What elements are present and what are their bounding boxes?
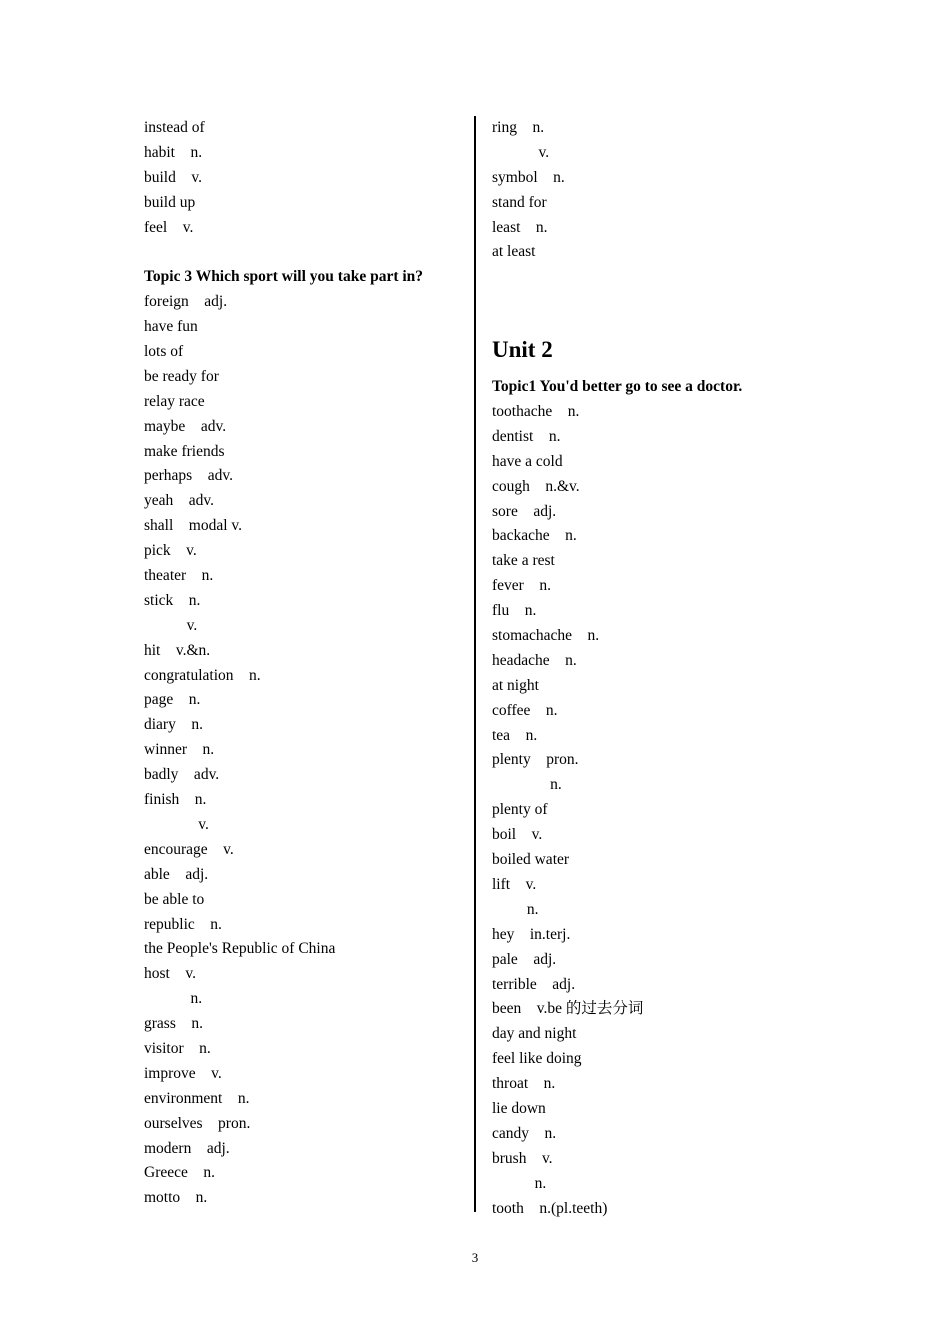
vocab-entry: winner n. <box>144 741 215 759</box>
vocab-entry: feel v. <box>144 218 194 236</box>
vocab-entry: page n. <box>144 691 201 709</box>
vocab-entry: brush v. <box>492 1149 553 1167</box>
vocab-entry: have a cold <box>492 452 563 470</box>
vocab-entry: sore adj. <box>492 502 557 520</box>
vocab-entry: visitor n. <box>144 1039 211 1057</box>
vocab-entry: foreign adj. <box>144 293 228 311</box>
vocab-entry: build up <box>144 193 196 211</box>
vocab-entry: candy n. <box>492 1124 557 1142</box>
vocab-entry: diary n. <box>144 716 203 734</box>
vocab-entry: v. <box>144 815 209 833</box>
vocab-entry: have fun <box>144 318 198 336</box>
vocab-entry: theater n. <box>144 567 214 585</box>
vocab-entry: stomachache n. <box>492 627 600 645</box>
vocab-entry: been v.be 的过去分词 <box>492 1000 644 1018</box>
vocab-entry: environment n. <box>144 1089 250 1107</box>
vocab-entry: tooth n.(pl.teeth) <box>492 1199 608 1217</box>
column-divider <box>474 116 476 1212</box>
vocab-entry: badly adv. <box>144 766 220 784</box>
left-column <box>144 116 469 1211</box>
vocab-entry: be able to <box>144 890 205 908</box>
vocab-entry: able adj. <box>144 865 209 883</box>
vocab-entry: motto n. <box>144 1189 208 1207</box>
vocab-entry: boiled water <box>492 851 570 869</box>
vocab-entry: plenty pron. <box>492 751 579 769</box>
vocab-entry: dentist n. <box>492 427 561 445</box>
vocab-entry: finish n. <box>144 791 207 809</box>
vocab-entry: n. <box>492 1174 547 1192</box>
vocab-entry: habit n. <box>144 143 203 161</box>
vocab-entry: plenty of <box>492 801 548 819</box>
vocab-entry: instead of <box>144 119 205 136</box>
vocab-entry: grass n. <box>144 1015 203 1033</box>
page-number: 3 <box>471 1250 479 1265</box>
vocab-entry: stick n. <box>144 591 201 609</box>
vocab-entry: congratulation n. <box>144 666 261 684</box>
vocab-entry: least n. <box>492 218 548 236</box>
unit-title: Unit 2 <box>492 337 553 363</box>
vocab-entry: take a rest <box>492 552 555 570</box>
vocab-entry: n. <box>492 900 539 918</box>
blank-line <box>492 290 812 315</box>
topic-heading: Topic 3 Which sport will you take part in? <box>144 268 424 286</box>
vocab-entry: stand for <box>492 193 547 211</box>
vocab-entry: maybe adv. <box>144 417 227 435</box>
right-column <box>492 116 812 1221</box>
vocab-entry: tea n. <box>492 726 538 744</box>
blank-line <box>492 265 812 290</box>
vocab-entry: ourselves pron. <box>144 1114 251 1132</box>
vocab-entry: lots of <box>144 343 184 361</box>
vocab-entry: perhaps adv. <box>144 467 233 485</box>
vocab-entry: hit v.&n. <box>144 641 211 659</box>
vocab-entry: day and night <box>492 1025 577 1043</box>
vocab-entry: shall modal v. <box>144 517 243 535</box>
vocab-entry: fever n. <box>492 577 551 595</box>
vocab-entry: improve v. <box>144 1064 222 1082</box>
vocab-entry: yeah adv. <box>144 492 215 510</box>
vocab-entry: flu n. <box>492 602 537 620</box>
vocab-entry: build v. <box>144 168 202 186</box>
vocab-entry: v. <box>492 143 550 161</box>
vocab-entry: terrible adj. <box>492 975 576 993</box>
topic-heading: Topic1 You'd better go to see a doctor. <box>492 378 743 396</box>
blank-line <box>144 240 469 265</box>
vocab-entry: pale adj. <box>492 950 557 968</box>
vocab-entry: backache n. <box>492 527 577 545</box>
vocab-entry: encourage v. <box>144 840 234 858</box>
vocab-entry: Greece n. <box>144 1164 215 1182</box>
vocab-entry: boil v. <box>492 826 543 844</box>
vocab-entry: n. <box>492 776 562 794</box>
vocab-entry: cough n.&v. <box>492 477 580 495</box>
vocab-entry: modern adj. <box>144 1139 230 1157</box>
vocab-entry: at least <box>492 243 536 261</box>
vocab-entry: relay race <box>144 392 205 410</box>
vocab-entry: lift v. <box>492 875 537 893</box>
vocab-entry: n. <box>144 990 203 1008</box>
vocab-entry: feel like doing <box>492 1050 582 1068</box>
vocab-entry: be ready for <box>144 367 219 385</box>
vocab-entry: pick v. <box>144 542 197 560</box>
vocab-entry: symbol n. <box>492 168 565 186</box>
vocab-entry: the People's Republic of China <box>144 940 336 958</box>
vocab-entry: headache n. <box>492 651 577 669</box>
vocab-entry: ring n. <box>492 119 545 136</box>
vocab-entry: make friends <box>144 442 225 460</box>
vocab-entry: lie down <box>492 1099 546 1117</box>
vocab-entry: republic n. <box>144 915 222 933</box>
vocab-entry: hey in.terj. <box>492 925 571 943</box>
vocab-entry: throat n. <box>492 1075 556 1093</box>
vocab-entry: coffee n. <box>492 701 558 719</box>
vocab-entry: at night <box>492 676 539 694</box>
vocab-entry: v. <box>144 616 198 634</box>
vocab-entry: toothache n. <box>492 403 580 421</box>
vocab-entry: host v. <box>144 965 196 983</box>
